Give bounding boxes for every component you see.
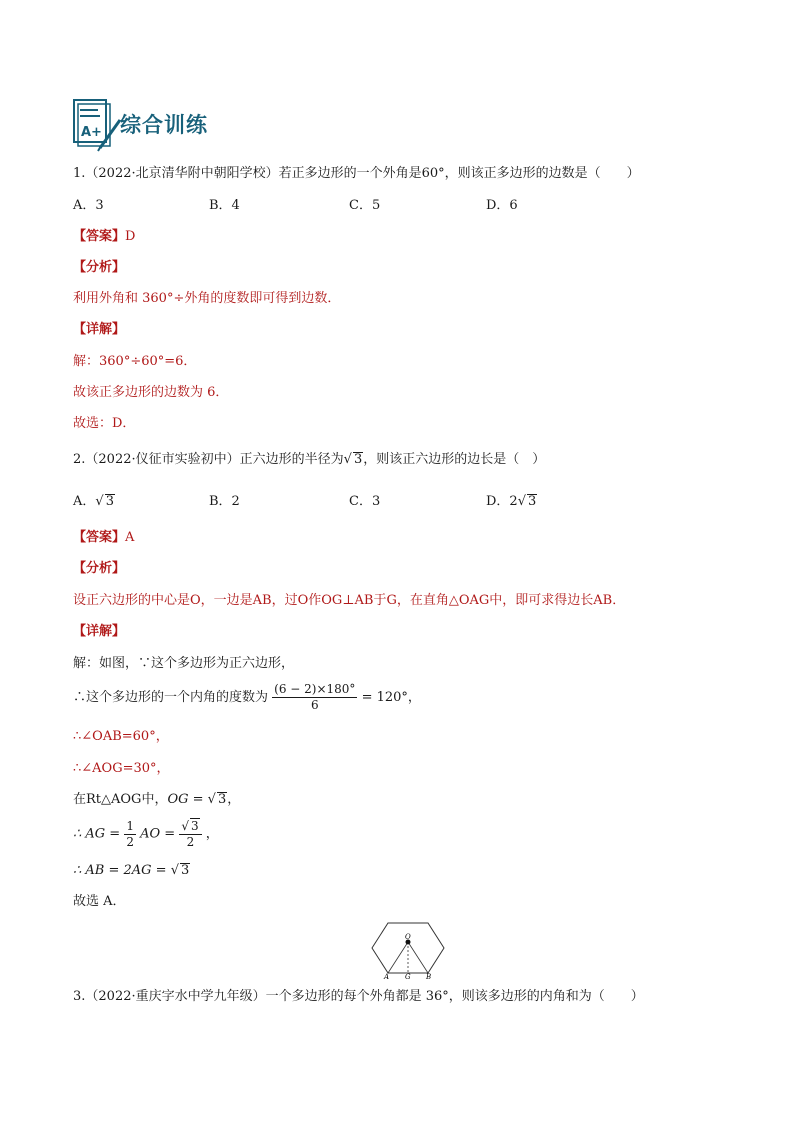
answer-value: D xyxy=(125,229,136,244)
analysis-text: 设正六边形的中心是O，一边是AB，过O作OG⊥AB于G，在直角△OAG中，即可求得边长AB． xyxy=(73,593,626,608)
answer-row xyxy=(73,228,135,246)
svg-text:A+: A+ xyxy=(81,125,102,140)
conclusion: 故选 A． xyxy=(73,894,126,909)
segment-ob xyxy=(408,942,428,973)
detail-line-fraction: ∴ AG = $\frac{1}{2}$ AO = $\frac{√ 3}{2}$ ， xyxy=(73,818,219,849)
analysis-label: 【分析】 xyxy=(73,561,126,576)
question-source: （2022·重庆字水中学九年级） xyxy=(85,989,266,1004)
segment-oa xyxy=(388,942,408,973)
option-b: B．2 xyxy=(209,494,240,509)
label-b: B xyxy=(426,973,432,980)
section-title: 综合训练 xyxy=(120,112,208,137)
hexagon-figure xyxy=(368,920,448,980)
answer-label: 【答案】 xyxy=(73,530,126,545)
question-number: 2. xyxy=(73,452,86,467)
fraction: $\frac{√ 3}{2}$ xyxy=(179,818,201,850)
detail-label: 【详解】 xyxy=(73,322,126,337)
question-source: （2022·仪征市实验初中） xyxy=(85,452,240,467)
option-a: A．3 xyxy=(73,198,104,213)
option-a: A．√ 3 xyxy=(73,494,114,509)
option-c: C．5 xyxy=(349,198,381,213)
question-text: 正六边形的半径为 xyxy=(239,452,344,467)
detail-line: 解：360°÷60°=6． xyxy=(73,354,197,369)
sqrt-value: 3 xyxy=(353,452,363,467)
question-text: ，则该正六边形的边长是（ ） xyxy=(363,452,546,467)
detail-line: ∴∠OAB=60°， xyxy=(73,729,169,744)
answer-row xyxy=(73,529,134,547)
detail-line-fraction: ∴这个多边形的一个内角的度数为 $\frac{(6 - 2)\times 180^\circ}{6}$ = 120°， xyxy=(73,682,421,712)
answer-value: A xyxy=(125,530,135,545)
question-3 xyxy=(73,988,644,1006)
answer-label: 【答案】 xyxy=(73,229,126,244)
option-b: B．4 xyxy=(209,198,240,213)
option-d: D．6 xyxy=(486,198,518,213)
fraction: $\frac{(6 - 2)\times 180^\circ}{6}$ xyxy=(274,682,356,712)
detail-line: 故选：D． xyxy=(73,416,136,431)
detail-line: ∴∠AOG=30°， xyxy=(73,761,170,776)
question-2: 2.（2022·仪征市实验初中）正六边形的半径为√ 3，则该正六边形的边长是（ ） xyxy=(73,452,546,467)
detail-line: 在Rt△AOG中，OG = √ 3， xyxy=(73,792,241,807)
question-text: 一个多边形的每个外角都是 36°，则该多边形的内角和为（ ） xyxy=(265,989,644,1004)
label-a: A xyxy=(384,973,390,980)
question-source: （2022·北京清华附中朝阳学校） xyxy=(85,166,279,181)
label-o: O xyxy=(405,933,411,941)
detail-line: ∴ AB = 2AG = √ 3 xyxy=(73,863,190,878)
option-c: C．3 xyxy=(349,494,381,509)
question-number: 1. xyxy=(73,166,86,181)
detail-label: 【详解】 xyxy=(73,624,126,639)
question-1 xyxy=(73,165,640,183)
detail-line: 解：如图，∵这个多边形为正六边形， xyxy=(73,656,295,671)
analysis-text: 利用外角和 360°÷外角的度数即可得到边数． xyxy=(73,291,341,306)
analysis-label: 【分析】 xyxy=(73,260,126,275)
exam-paper-icon xyxy=(70,96,124,154)
label-g: G xyxy=(405,973,411,980)
option-d: D．2√ 3 xyxy=(486,494,537,509)
question-text: 若正多边形的一个外角是60°，则该正多边形的边数是（ ） xyxy=(278,166,640,181)
detail-line: 故该正多边形的边数为 6． xyxy=(73,385,229,400)
question-number: 3. xyxy=(73,989,86,1004)
fraction: $\frac{1}{2}$ xyxy=(126,818,134,849)
